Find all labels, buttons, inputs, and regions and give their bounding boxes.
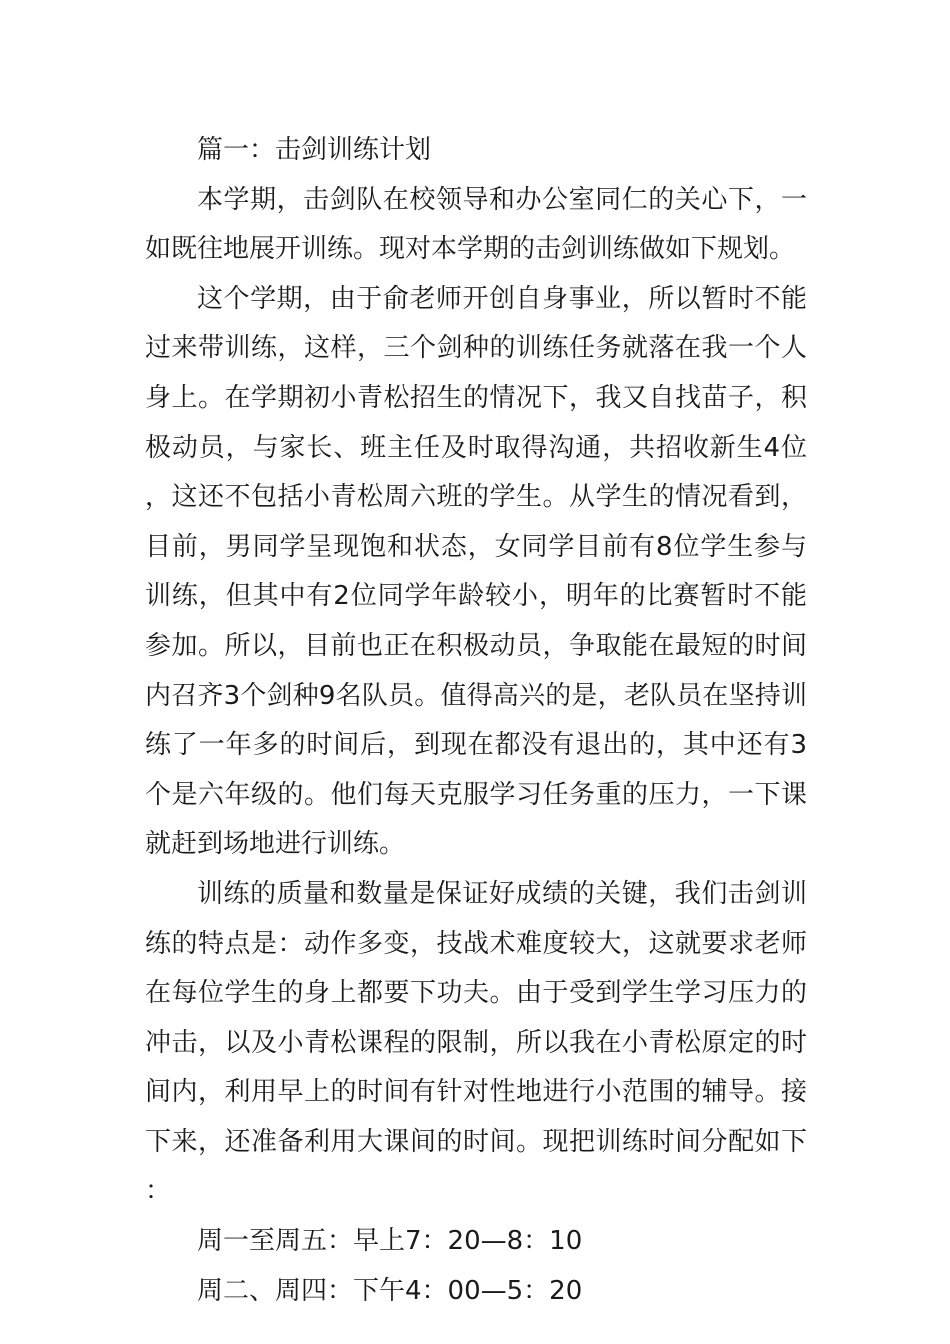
paragraph-training-quality: 训练的质量和数量是保证好成绩的关键，我们击剑训练的特点是：动作多变，技战术难度较大，这就要求老师在每位学生的身上都要下功夫。由于受到学生学习压力的冲击，以及小青松课程的限制，所以我在小青松原定的时间内，利用早上的时间有针对性地进行小范围的辅导。接下来，还准备利用大课间的时间。现把训练时间分配如下： — [145, 878, 807, 1207]
schedule-weekday-morning: 周一至周五：早上7：20—8：10 — [197, 1226, 583, 1257]
paragraph-intro: 本学期，击剑队在校领导和办公室同仁的关心下，一如既往地展开训练。现对本学期的击剑训练做如下规划。 — [145, 184, 807, 265]
document-body — [145, 126, 807, 1316]
paragraph-team-status: 这个学期，由于俞老师开创自身事业，所以暂时不能过来带训练，这样，三个剑种的训练任务就落在我一个人身上。在学期初小青松招生的情况下，我又自找苗子，积极动员，与家长、班主任及时取得沟通，共招收新生4位，这还不包括小青松周六班的学生。从学生的情况看到，目前，男同学呈现饱和状态，女同学目前有8位学生参与训练，但其中有2位同学年龄较小，明年的比赛暂时不能参加。所以，目前也正在积极动员，争取能在最短的时间内召齐3个剑种9名队员。值得高兴的是，老队员在坚持训练了一年多的时间后，到现在都没有退出的，其中还有3个是六年级的。他们每天克服学习任务重的压力，一下课就赶到场地进行训练。 — [145, 283, 807, 860]
document-heading: 篇一：击剑训练计划 — [197, 135, 432, 165]
schedule-tue-thu-afternoon: 周二、周四：下午4：00—5：20 — [197, 1275, 583, 1306]
